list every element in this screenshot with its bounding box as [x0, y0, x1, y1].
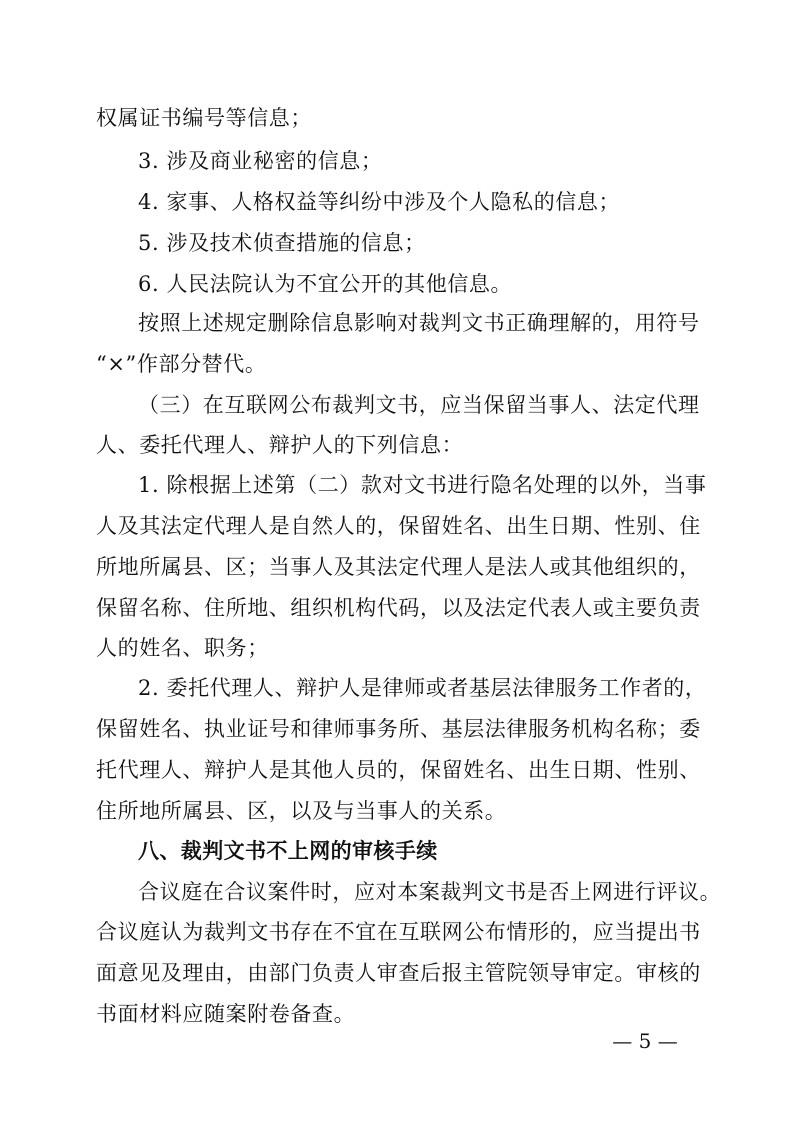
list-item: 4. 家事、人格权益等纠纷中涉及个人隐私的信息； — [138, 190, 621, 214]
paragraph-line: 人、委托代理人、辩护人的下列信息： — [96, 433, 464, 457]
list-item: 1. 除根据上述第（二）款对文书进行隐名处理的以外，当事 — [138, 473, 707, 497]
paragraph-line: 合议庭认为裁判文书存在不宜在互联网公布情形的，应当提出书 — [96, 920, 701, 944]
list-item: 2. 委托代理人、辩护人是律师或者基层法律服务工作者的， — [138, 676, 707, 700]
paragraph-line: （三）在互联网公布裁判文书，应当保留当事人、法定代理 — [138, 393, 700, 417]
paragraph-line: 面意见及理由，由部门负责人审查后报主管院领导审定。审核的 — [96, 961, 701, 985]
paragraph-line: 合议庭在合议案件时，应对本案裁判文书是否上网进行评议。 — [138, 880, 722, 904]
paragraph-line: “×”作部分替代。 — [96, 352, 267, 376]
paragraph-line: 人的姓名、职务； — [96, 636, 269, 660]
paragraph-line: 按照上述规定删除信息影响对裁判文书正确理解的，用符号 — [138, 311, 700, 335]
paragraph-line: 托代理人、辩护人是其他人员的，保留姓名、出生日期、性别、 — [96, 758, 701, 782]
section-heading: 八、裁判文书不上网的审核手续 — [138, 839, 438, 863]
page-number: — 5 — — [612, 1029, 678, 1053]
paragraph-line: 书面材料应随案附卷备查。 — [96, 1002, 356, 1026]
paragraph-line: 人及其法定代理人是自然人的，保留姓名、出生日期、性别、住 — [96, 514, 701, 538]
list-item: 6. 人民法院认为不宜公开的其他信息。 — [138, 272, 513, 296]
list-item: 3. 涉及商业秘密的信息； — [138, 149, 383, 173]
paragraph-line: 住所地所属县、区，以及与当事人的关系。 — [96, 799, 507, 823]
paragraph-line: 保留名称、住所地、组织机构代码，以及法定代表人或主要负责 — [96, 596, 701, 620]
paragraph-line: 权属证书编号等信息； — [96, 106, 312, 130]
paragraph-line: 所地所属县、区；当事人及其法定代理人是法人或其他组织的， — [96, 555, 701, 579]
paragraph-line: 保留姓名、执业证号和律师事务所、基层法律服务机构名称；委 — [96, 717, 701, 741]
list-item: 5. 涉及技术侦查措施的信息； — [138, 231, 426, 255]
